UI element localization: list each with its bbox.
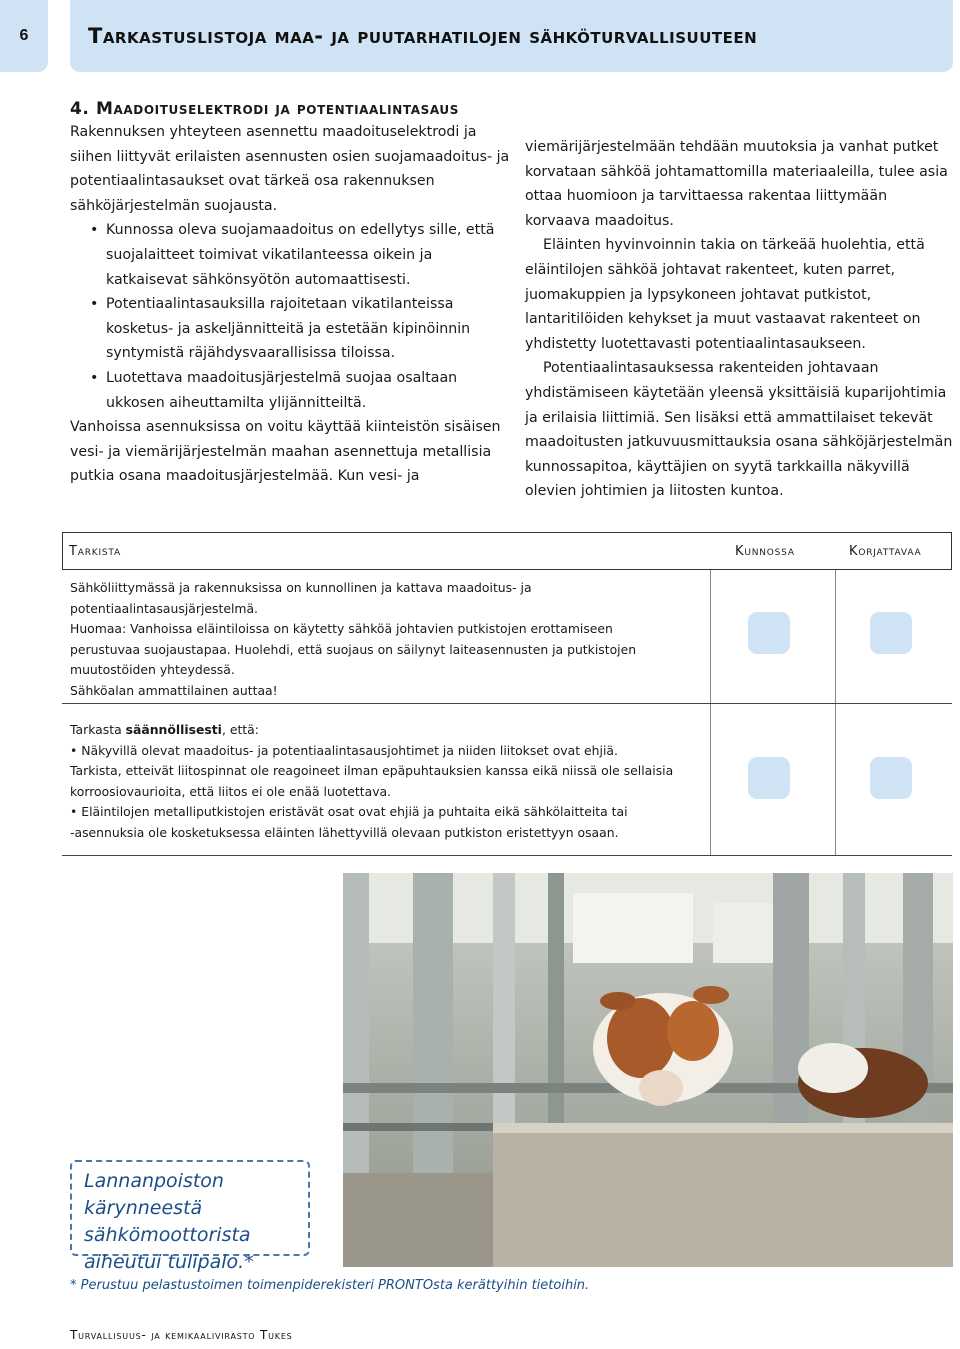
bullet-item: • Kunnossa oleva suojamaadoitus on edellytys sille, että suojalaitteet toimivat vikatilanteessa oikein ja katkaisevat sähkönsyötön automaattisesti.: [90, 218, 510, 292]
right-column: [525, 135, 955, 504]
cow-barn-photo: [343, 873, 953, 1267]
row-text: Sähköalan ammattilainen auttaa!: [70, 682, 278, 698]
row-text: Sähköliittymässä ja rakennuksissa on kunnollinen ja kattava maadoitus- ja potentiaalintasausjärjestelmä.: [70, 580, 532, 616]
checklist-row-1: [70, 578, 682, 702]
ok-checkbox[interactable]: [748, 612, 790, 654]
column-header-ok: Kunnossa: [735, 543, 795, 559]
row-text: Huomaa: Vanhoissa eläintiloissa on käytetty sähköä johtavien putkistojen erottamiseen perustuvaa suojaustapaa. Huolehdi, että suojaus on säilynyt laiteasennusten ja putkistojen muutostöiden yhteydessä.: [70, 621, 637, 678]
left-column: [70, 98, 510, 489]
column-divider: [835, 570, 836, 855]
footnote: * Perustuu pelastustoimen toimenpiderekisteri PRONTOsta kerättyihin tietoihin.: [70, 1278, 590, 1293]
bullet-item: • Luotettava maadoitusjärjestelmä suojaa osaltaan ukkosen aiheuttamilta ylijännitteiltä.: [90, 366, 510, 415]
bullet-item: • Potentiaalintasauksilla rajoitetaan vikatilanteissa kosketus- ja askeljännitteitä ja estetään kipinöinnin syntymistä räjähdysvaarallisissa tiloissa.: [90, 292, 510, 366]
fix-checkbox[interactable]: [870, 612, 912, 654]
section-heading: 4. Maadoituselektrodi ja potentiaalintasaus: [70, 99, 459, 119]
row-bullet: • Näkyvillä olevat maadoitus- ja potentiaalintasausjohtimet ja niiden liitokset ovat ehjiä.: [70, 742, 618, 758]
callout-box: [70, 1160, 310, 1273]
column-header-fix: Korjattavaa: [849, 543, 922, 559]
row-divider: [62, 855, 952, 856]
checklist-header: [62, 532, 952, 570]
row-intro: Tarkasta säännöllisesti, että:: [70, 722, 259, 737]
footer-publisher: Turvallisuus- ja kemikaalivirasto Tukes: [70, 1328, 293, 1342]
row-bullet: • Eläintilojen metalliputkistojen eristävät osat ovat ehjiä ja puhtaita eikä sähkölaitteita tai: [70, 804, 628, 820]
row-divider: [62, 703, 952, 704]
row-text: -asennuksia ole kosketuksessa eläinten lähettyvillä olevaan putkiston eristettyyn osaan.: [70, 824, 619, 840]
page-header: [70, 0, 953, 72]
column-divider: [710, 570, 711, 855]
ok-checkbox[interactable]: [748, 757, 790, 799]
page-title: Tarkastuslistoja maa- ja puutarhatilojen sähköturvallisuuteen: [88, 24, 758, 48]
emphasis: säännöllisesti: [125, 722, 222, 737]
bullet-list: [90, 218, 510, 415]
paragraph-left: Vanhoissa asennuksissa on voitu käyttää kiinteistön sisäisen vesi- ja viemärijärjestelmän maahan asennettuja metallisia putkia osana maadoitusjärjestelmää. Kun vesi- ja: [70, 419, 501, 485]
barn-illustration: [343, 873, 953, 1267]
paragraph-right-2: Eläinten hyvinvoinnin takia on tärkeää huolehtia, että eläintilojen sähköä johtavat rakenteet, kuten parret, juomakuppien ja lypsykoneen johtavat putkistot, lantaritilöiden kehykset ja muut vastaavat rakenteet on yhdistetty luotettavasti potentiaalintasaukseen.: [525, 237, 925, 352]
checklist-row-2: [70, 720, 710, 844]
fix-checkbox[interactable]: [870, 757, 912, 799]
paragraph-right-1: viemärijärjestelmään tehdään muutoksia ja vanhat putket korvataan sähköä johtamattomilla materiaaleilla, tulee asia ottaa huomioon ja tarvittaessa rakentaa liittymään korvaava maadoitus.: [525, 139, 948, 229]
page-number: 6: [0, 0, 48, 72]
callout-text: Lannanpoiston kärynneestä sähkömoottorista aiheutui tulipalo.*: [84, 1170, 254, 1273]
intro-paragraph: Rakennuksen yhteyteen asennettu maadoituselektrodi ja siihen liittyvät erilaisten asennusten osien suojamaadoitus- ja potentiaalintasaukset ovat tärkeä osa rakennuksen sähköjärjestelmän suojausta.: [70, 124, 510, 214]
paragraph-right-3: Potentiaalintasauksessa rakenteiden johtavaan yhdistämiseen käytetään yleensä yksittäisiä kuparijohtimia ja erilaisia liittimiä. Sen lisäksi että ammattilaiset tekevät maadoitusten jatkuvuusmittauksia osana sähköjärjestelmän kunnossapitoa, käyttäjien on syytä tarkkailla näkyvillä olevien johtimien ja liitosten kuntoa.: [525, 360, 953, 500]
row-text: Tarkista, etteivät liitospinnat ole reagoineet ilman epäpuhtauksien kanssa eikä niissä ole sellaisia korroosiovaurioita, että liitos ei ole enää luotettava.: [70, 763, 674, 799]
column-header-check: Tarkista: [69, 543, 121, 559]
